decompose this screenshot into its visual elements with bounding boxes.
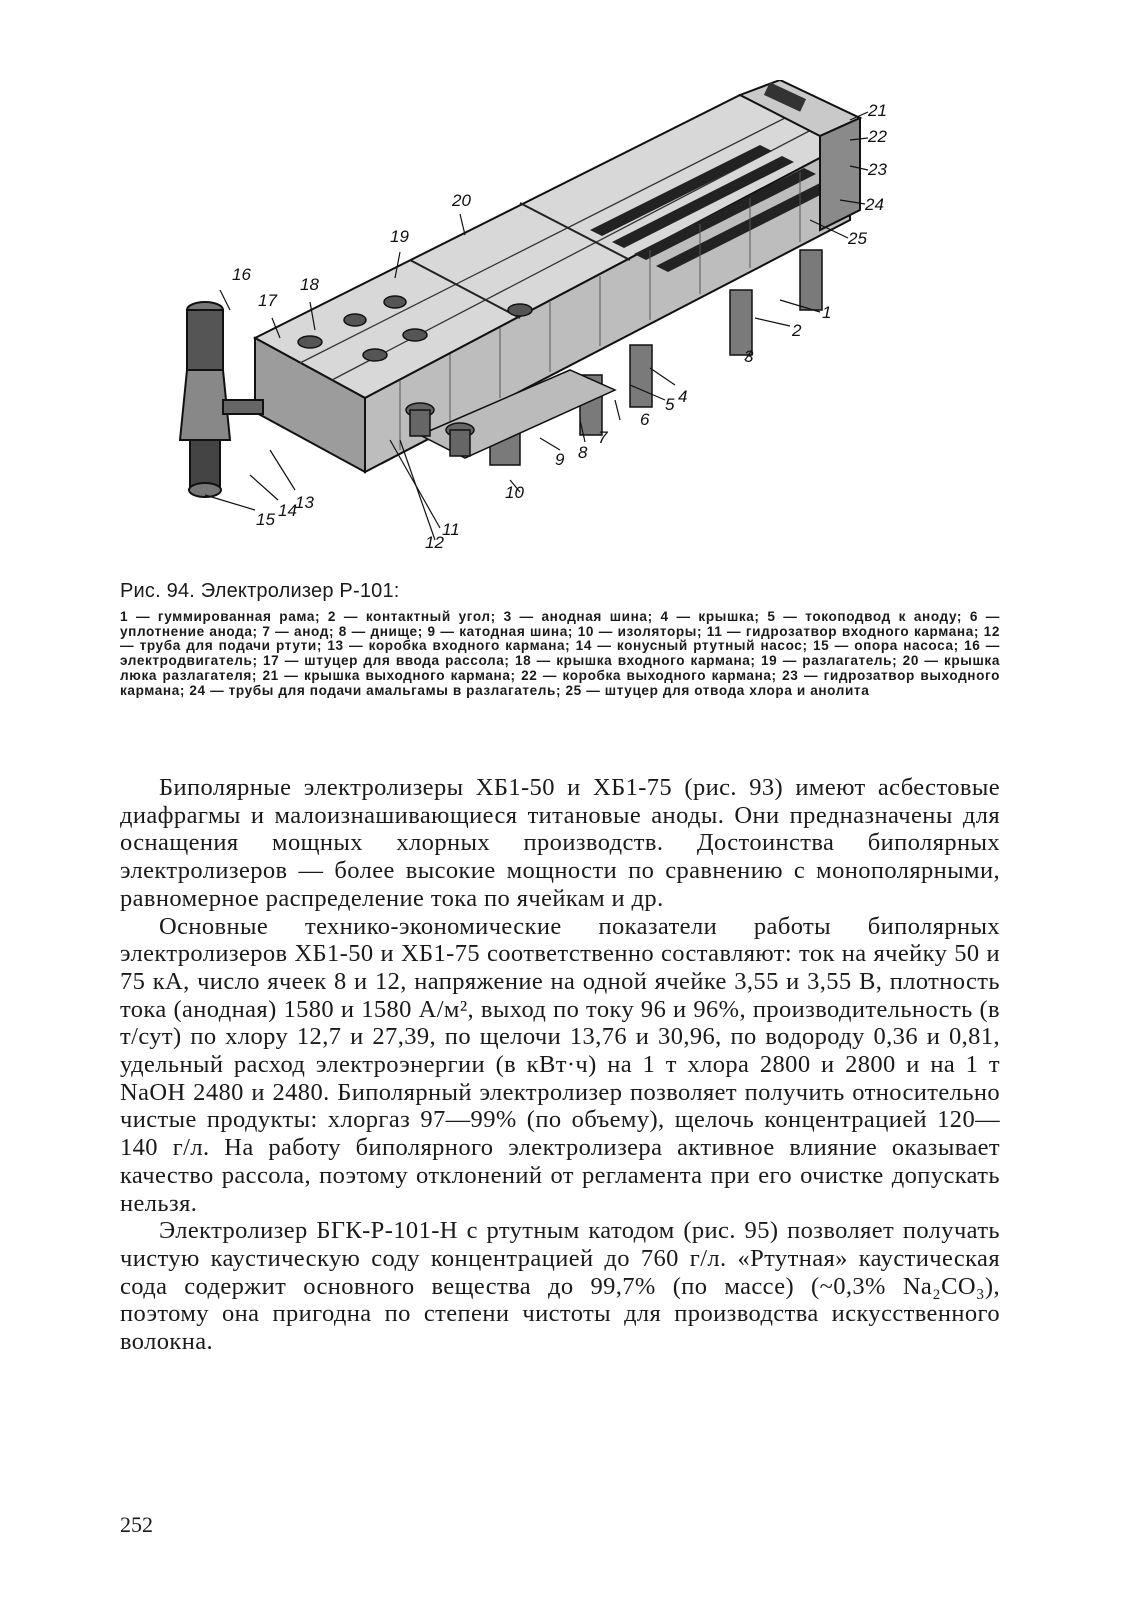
callout-14: 14 (278, 501, 297, 520)
figure-caption-title: Рис. 94. Электролизер Р-101: (120, 580, 400, 602)
callout-22: 22 (868, 127, 887, 146)
callout-3: 3 (744, 347, 754, 366)
electrolyzer-illustration (160, 80, 1000, 560)
callout-10: 10 (505, 483, 524, 502)
callout-24: 24 (865, 195, 884, 214)
callout-11: 11 (442, 520, 460, 539)
callout-16: 16 (232, 265, 251, 284)
paragraph: Основные технико-экономические показатели работы биполярных электролизеров ХБ1-50 и ХБ1-75 соответственно составляют: ток на ячейку 50 и 75 кА, число ячеек 8 и 12, напряжение на одной ячейке 3,55 и 3,55 В, плотность тока (анодная) 1580 и 1580 А/м², выход по току 96 и 96%, производительность (в т/сут) по хлору 12,7 и 27,39, по щелочи 13,76 и 30,96, по водороду 0,36 и 0,81, удельный расход электроэнергии (в кВт·ч) на 1 т хлора 2800 и 2800 и на 1 т NaOH 2480 и 2480. Биполярный электролизер позволяет получить относительно чистые продукты: хлоргаз 97—99% (по объему), щелочь концентрацией 120—140 г/л. На работу биполярного электролизера активное влияние оказывает качество рассола, поэтому отклонений от регламента при его очистке допускать нельзя. (120, 912, 1000, 1217)
callout-18: 18 (300, 275, 319, 294)
page-number: 252 (120, 1512, 153, 1537)
callout-19: 19 (390, 227, 409, 246)
callout-2: 2 (792, 321, 802, 340)
paragraph: Электролизер БГК-Р-101-Н с ртутным катодом (рис. 95) позволяет получать чистую каустическую соду концентрацией до 760 г/л. «Ртутная» каустическая сода содержит основного вещества до 99,7% (по массе) (~0,3% Na₂CO₃), поэтому она пригодна по степени чистоты для производства искусственного волокна. (120, 1217, 1000, 1356)
callout-23: 23 (868, 160, 887, 179)
callout-1: 1 (822, 303, 832, 322)
callout-25: 25 (848, 229, 867, 248)
callout-15: 15 (256, 510, 275, 529)
callout-17: 17 (258, 291, 277, 310)
callout-7: 7 (598, 428, 608, 447)
paragraph: Биполярные электролизеры ХБ1-50 и ХБ1-75 (рис. 93) имеют асбестовые диафрагмы и малоизнашивающиеся титановые аноды. Они предназначены для оснащения мощных хлорных производств. Достоинства биполярных электролизеров — более высокие мощности по сравнению с монополярными, равномерное распределение тока по ячейкам и др. (120, 774, 1000, 912)
callout-8: 8 (578, 443, 588, 462)
callout-6: 6 (640, 410, 650, 429)
electrolyzer-drawing (160, 80, 1000, 560)
callout-13: 13 (295, 493, 314, 512)
callout-9: 9 (555, 450, 565, 469)
figure-legend-text: 1 — гуммированная рама; 2 — контактный угол; 3 — анодная шина; 4 — крышка; 5 — токоподвод к аноду; 6 — уплотнение анода; 7 — анод; 8 — днище; 9 — катодная шина; 10 — изоляторы; 11 — гидрозатвор входного кармана; 12 — труба для подачи ртути; 13 — коробка входного кармана; 14 — конусный ртутный насос; 15 — опора насоса; 16 — электродвигатель; 17 — штуцер для ввода рассола; 18 — крышка входного кармана; 19 — разлагатель; 20 — крышка люка разлагателя; 21 — крышка выходного кармана; 22 — коробка выходного кармана; 23 — гидрозатвор выходного кармана; 24 — трубы для подачи амальгамы в разлагатель; 25 — штуцер для отвода хлора и анолита (120, 609, 1000, 698)
callout-5: 5 (665, 395, 675, 414)
callout-20: 20 (452, 191, 471, 210)
callout-12: 12 (425, 533, 444, 552)
body-text (120, 774, 1000, 1356)
callout-21: 21 (868, 101, 887, 120)
callout-4: 4 (678, 387, 688, 406)
figure-legend (120, 610, 1000, 698)
